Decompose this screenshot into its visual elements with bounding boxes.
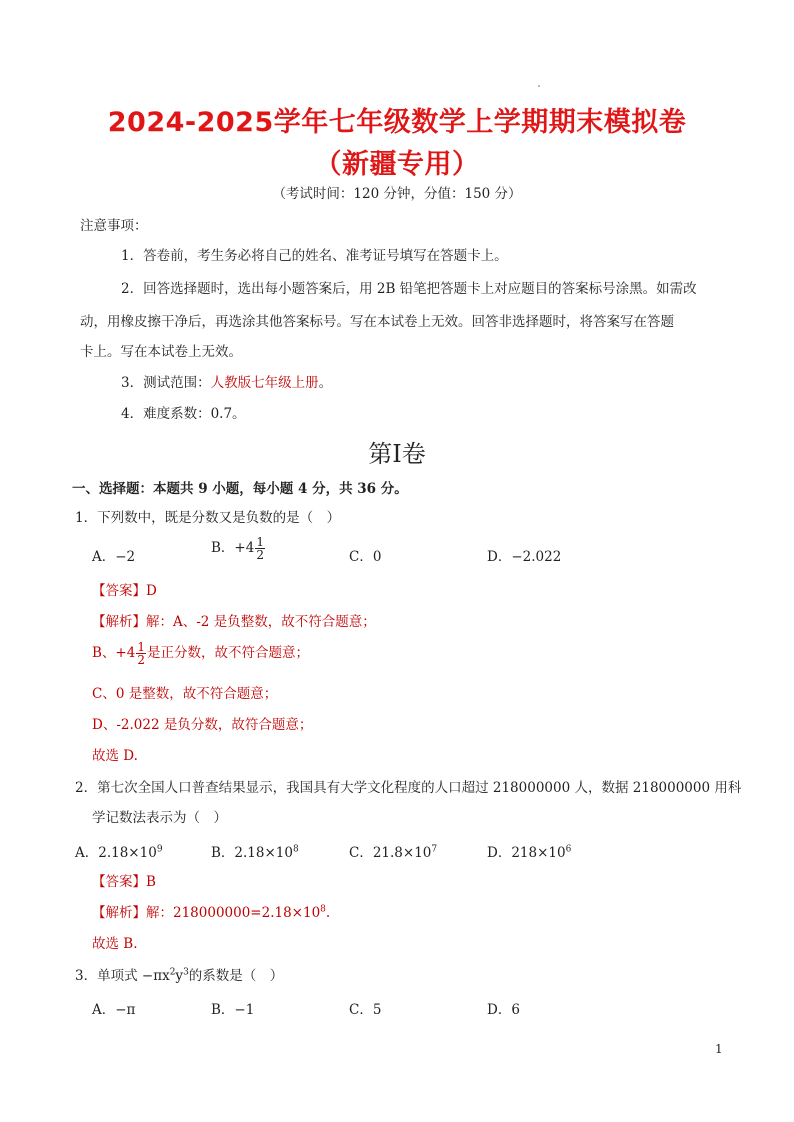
q2-stem-line2: 学记数法表示为（ ） [92,810,227,826]
q1-option-c: C．0 [349,549,382,565]
q3-option-c: C．5 [349,1002,382,1018]
section-title: 第I卷 [368,440,426,468]
q3-stem-suffix: 的系数是（ ） [188,968,284,984]
section-heading: 一、选择题：本题共 9 小题，每小题 4 分，共 36 分。 [72,481,408,497]
q3-stem-prefix: 3．单项式 −πx [75,968,170,984]
note-item-3 [121,374,332,392]
q1-analysis-b-whole: B、+4 [92,645,136,661]
q2-option-a-base: A．2.18×10 [75,845,157,861]
q2-option-d-base: D．218×10 [487,845,566,861]
q2-conclusion: 故选 B. [92,936,138,952]
q1-analysis-label: 【解析】 [92,614,146,630]
note-item-2-line1: 2．回答选择题时，选出每小题答案后，用 2B 铅笔把答题卡上对应题目的答案标号涂黑。如需改 [121,281,697,297]
note-item-1: 1．答卷前，考生务必将自己的姓名、准考证号填写在答题卡上。 [121,248,508,264]
q1-analysis-b-text: 是正分数，故不符合题意； [146,645,309,661]
q2-option-a-exponent: 9 [156,844,163,855]
q3-option-a: A．−π [92,1002,136,1018]
page-number: 1 [715,1042,723,1056]
note-item-3-label: 3．测试范围： [121,375,211,391]
q3-stem [75,967,283,985]
q2-option-b [211,841,299,861]
q1-analysis-b-fraction [136,641,146,666]
note-item-2-line2: 动，用橡皮擦干净后，再选涂其他答案标号。写在本试卷上无效。回答非选择题时，将答案写在答题 [80,314,674,330]
q2-option-c-exponent: 7 [431,844,438,855]
q2-option-d [487,841,571,861]
q2-stem-line1: 2．第七次全国人口普查结果显示，我国具有大学文化程度的人口超过 218000000 人，数据 218000000 用科 [75,780,742,796]
q2-option-c [349,841,437,861]
scan-dot [538,85,540,87]
q1-option-b-fraction [255,536,265,561]
q1-analysis-a: 解：A、-2 是负整数，故不符合题意； [146,614,376,630]
q2-analysis-exponent: 8 [320,904,326,915]
q1-analysis-c: C、0 是整数，故不符合题意； [92,686,278,702]
q1-analysis-b-numerator: 1 [137,640,145,654]
q2-analysis-label: 【解析】 [92,905,146,921]
q1-conclusion: 故选 D. [92,748,138,764]
q1-option-b-whole: B．+4 [211,540,255,556]
q1-option-b [211,536,266,561]
q3-stem-exponent-1: 2 [169,967,176,978]
q1-option-b-numerator: 1 [256,535,264,549]
notes-heading: 注意事项： [80,218,148,234]
q3-stem-variable: y [175,968,184,984]
q1-analysis-b-denominator: 2 [137,653,145,667]
q2-option-c-base: C．21.8×10 [349,845,432,861]
q1-answer: 【答案】D [92,583,157,599]
q3-stem-exponent-2: 3 [183,967,189,978]
note-item-4: 4．难度系数：0.7。 [121,406,246,422]
exam-title: 2024-2025学年七年级数学上学期期末模拟卷 [107,107,687,138]
q2-analysis-base: 解：218000000=2.18×10 [146,905,321,921]
q2-option-b-exponent: 8 [292,844,299,855]
q1-option-d: D．−2.022 [487,549,562,565]
q2-answer: 【答案】B [92,874,156,890]
note-item-3-scope: 人教版七年级上册 [210,375,319,391]
q1-option-a: A．−2 [92,549,136,565]
q2-option-b-base: B．2.18×10 [211,845,293,861]
note-item-2-line3: 卡上。写在本试卷上无效。 [80,344,242,360]
q1-option-b-denominator: 2 [256,548,264,562]
q3-option-d: D．6 [487,1002,520,1018]
q3-option-b: B．−1 [211,1002,255,1018]
q1-analysis-d: D、-2.022 是负分数，故符合题意； [92,717,313,733]
exam-subtitle: （新疆专用） [314,149,480,180]
q1-stem: 1．下列数中，既是分数又是负数的是（ ） [75,510,341,526]
q1-analysis [92,613,376,631]
q1-analysis-b [92,641,309,666]
q2-analysis-end: . [325,905,331,921]
exam-info: （考试时间：120 分钟，分值：150 分） [272,186,522,202]
note-item-3-end: 。 [318,375,333,391]
q2-option-d-exponent: 6 [565,844,572,855]
q2-analysis [92,904,330,922]
q2-option-a [75,841,163,861]
